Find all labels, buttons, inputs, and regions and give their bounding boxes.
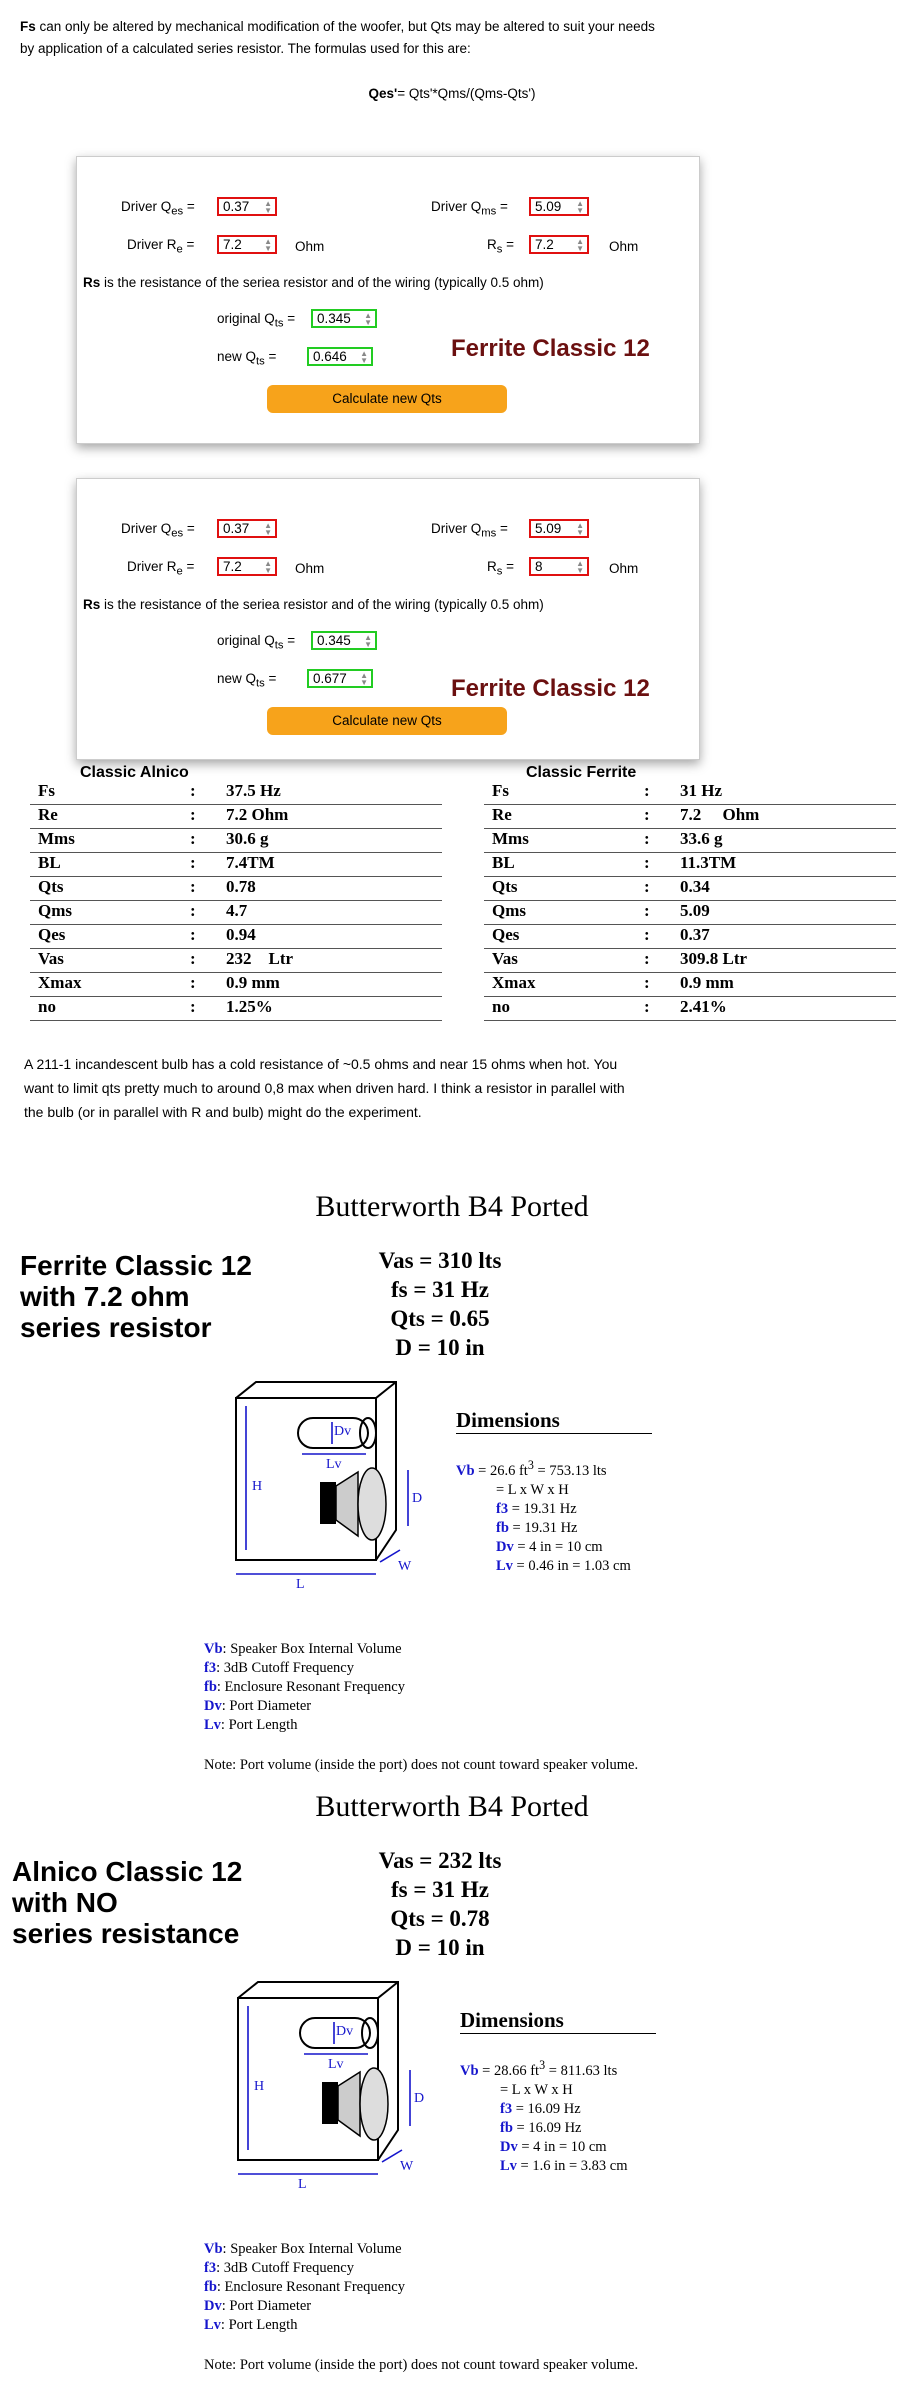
spec-value: 0.37 (680, 925, 710, 944)
rs-unit: Ohm (609, 239, 639, 254)
spec-row (30, 876, 442, 901)
alnico-spec-table (30, 780, 442, 1026)
spec-value: 0.9 mm (226, 973, 280, 992)
spec-colon: : (644, 949, 650, 968)
spec-colon: : (644, 925, 650, 944)
butterworth-title-1: Butterworth B4 Ported (315, 1190, 589, 1223)
bulb-note: A 211-1 incandescent bulb has a cold resistance of ~0.5 ohms and near 15 ohms when hot. You want to limit qts pretty much to around 0,8 max when driven hard. I think a resistor in parallel with the bulb (or in parallel with R and bulb) might do the experiment. (24, 1056, 625, 1120)
spec-value: 232 Ltr (226, 949, 294, 968)
spec-colon: : (190, 901, 196, 920)
w-label: W (398, 1559, 412, 1574)
spec-colon: : (644, 877, 650, 896)
port-note-2: Note: Port volume (inside the port) does not count toward speaker volume. (204, 2357, 639, 2373)
spec-value: 37.5 Hz (226, 781, 281, 800)
spec-row (30, 804, 442, 829)
spec-row (484, 996, 896, 1021)
original-qts-output: 0.345 ▲ ▼ (311, 309, 377, 328)
spec-colon: : (644, 973, 650, 992)
re-label: Driver $R_e$ = (127, 237, 195, 256)
spec-key: no (38, 997, 56, 1016)
spec-key: Mms (492, 829, 529, 848)
spec-row (484, 852, 896, 877)
spec-key: no (492, 997, 510, 1016)
alnico-table-title: Classic Alnico (80, 764, 189, 781)
spec-row (30, 852, 442, 877)
new-qts-label: new $Q_{ts}$ = (217, 349, 277, 368)
spec-row (484, 948, 896, 973)
bw1-params: Vas = 310 lts fs = 31 Hz Qts = 0.65 D = 10 in (378, 1248, 502, 1360)
spec-key: Vas (492, 949, 518, 968)
ported-box-diagram-2 (230, 1980, 430, 2190)
brand-label: Ferrite Classic 12 (451, 675, 650, 702)
rs-note: Rs is the resistance of the seriea resistor and of the wiring (typically 0.5 ohm) (83, 275, 544, 290)
spec-row (484, 924, 896, 949)
spec-key: Re (38, 805, 58, 824)
new-qts-output: 0.677 ▲ ▼ (307, 669, 373, 688)
spec-value: 33.6 g (680, 829, 723, 848)
re-input[interactable]: 7.2 ▲ ▼ (217, 557, 277, 576)
port-note-1: Note: Port volume (inside the port) does not count toward speaker volume. (204, 1757, 639, 1773)
h-label: H (254, 2079, 265, 2094)
spec-key: Qes (38, 925, 66, 944)
spec-colon: : (190, 973, 196, 992)
spec-row (30, 972, 442, 997)
spec-colon: : (190, 925, 196, 944)
dimensions-title-2: Dimensions (460, 2008, 656, 2034)
spec-value: 31 Hz (680, 781, 723, 800)
spec-colon: : (190, 853, 196, 872)
ferrite-heading: Ferrite Classic 12 with 7.2 ohm series resistor (20, 1250, 252, 1343)
spec-row (484, 900, 896, 925)
rs-unit: Ohm (609, 561, 639, 576)
spec-colon: : (190, 877, 196, 896)
spec-value: 0.34 (680, 877, 710, 896)
rs-label: $R_s$ = (487, 559, 515, 578)
spec-key: Qts (38, 877, 64, 896)
d-label: D (412, 1491, 423, 1506)
spec-value: 7.2 Ohm (680, 805, 760, 824)
rs-note: Rs is the resistance of the seriea resistor and of the wiring (typically 0.5 ohm) (83, 597, 544, 612)
butterworth-title-2: Butterworth B4 Ported (315, 1790, 589, 1823)
speaker-cone-icon (358, 1468, 386, 1540)
spec-key: Re (492, 805, 512, 824)
spec-row (484, 804, 896, 829)
spec-value: 11.3TM (680, 853, 737, 872)
spec-row (484, 876, 896, 901)
spec-colon: : (644, 997, 650, 1016)
rs-input[interactable]: 7.2 ▲ ▼ (529, 235, 589, 254)
re-input[interactable]: 7.2 ▲ ▼ (217, 235, 277, 254)
re-label: Driver $R_e$ = (127, 559, 195, 578)
spec-row (484, 828, 896, 853)
alnico-heading: Alnico Classic 12 with NO series resistance (12, 1856, 243, 1949)
intro-text: Fs can only be altered by mechanical modification of the woofer, but Qts may be altered to suit your needs by application of a calculated series resistor. The formulas used for this are: (20, 19, 655, 56)
spec-row (30, 900, 442, 925)
qms-input[interactable]: 5.09 ▲ ▼ (529, 519, 589, 538)
spec-key: Qms (38, 901, 72, 920)
spec-row (30, 924, 442, 949)
l-label: L (298, 2177, 307, 2190)
dimensions-title-1: Dimensions (456, 1408, 652, 1434)
ferrite-spec-table (484, 780, 896, 1026)
dv-label: Dv (336, 2024, 354, 2039)
qms-input[interactable]: 5.09 ▲ ▼ (529, 197, 589, 216)
calculate-button[interactable]: Calculate new Qts (267, 707, 507, 735)
new-qts-output: 0.646 ▲ ▼ (307, 347, 373, 366)
spec-colon: : (190, 781, 196, 800)
spec-colon: : (644, 901, 650, 920)
spec-value: 0.94 (226, 925, 256, 944)
qes-label: Driver $Q_{es}$ = (121, 521, 195, 540)
original-qts-output: 0.345 ▲ ▼ (311, 631, 377, 650)
w-label: W (400, 2159, 414, 2174)
d-label: D (414, 2091, 425, 2106)
spec-colon: : (644, 781, 650, 800)
legend-2: Vb: Speaker Box Internal Volume f3: 3dB Cutoff Frequency fb: Enclosure Resonant Frequency Dv: Port Diameter Lv: Port Length (204, 2241, 405, 2333)
lv-label: Lv (326, 1457, 342, 1472)
legend-1: Vb: Speaker Box Internal Volume f3: 3dB Cutoff Frequency fb: Enclosure Resonant Frequency Dv: Port Diameter Lv: Port Length (204, 1641, 405, 1733)
spec-key: Fs (492, 781, 509, 800)
formula: Qes'= Qts'*Qms/(Qms-Qts') (368, 86, 536, 101)
spec-row (484, 972, 896, 997)
dv-label: Dv (334, 1424, 352, 1439)
qes-input[interactable]: 0.37 ▲ ▼ (217, 519, 277, 538)
qms-label: Driver $Q_{ms}$ = (431, 199, 508, 218)
bw2-dimensions: Vb = 28.66 $ft^3 = 811.63$ lts = L x W x H f3 = 16.09 Hz fb = 16.09 Hz Dv = 4 in = 10 cm Lv = 1.6 in = 3.83 cm (460, 2058, 628, 2174)
l-label: L (296, 1577, 305, 1590)
brand-label: Ferrite Classic 12 (451, 335, 650, 362)
ferrite-table-title: Classic Ferrite (526, 764, 637, 781)
speaker-cone-icon (360, 2068, 388, 2140)
spec-colon: : (190, 997, 196, 1016)
lv-label: Lv (328, 2057, 344, 2072)
spec-value: 0.9 mm (680, 973, 734, 992)
bw1-dimensions: Vb = 26.6 $ft^3 = 753.13$ lts = L x W x H f3 = 19.31 Hz fb = 19.31 Hz Dv = 4 in = 10 cm Lv = 0.46 in = 1.03 cm (456, 1458, 631, 1574)
calculate-button[interactable]: Calculate new Qts (267, 385, 507, 413)
spec-value: 1.25% (226, 997, 273, 1016)
spec-key: Qes (492, 925, 520, 944)
calculator-panel-2 (76, 478, 700, 760)
ported-box-diagram-1 (228, 1380, 428, 1590)
rs-input[interactable]: 8 ▲ ▼ (529, 557, 589, 576)
qms-label: Driver $Q_{ms}$ = (431, 521, 508, 540)
calculator-panel-1 (76, 156, 700, 444)
spec-colon: : (644, 829, 650, 848)
new-qts-label: new $Q_{ts}$ = (217, 671, 277, 690)
spec-row (30, 996, 442, 1021)
spec-colon: : (644, 805, 650, 824)
re-unit: Ohm (295, 561, 325, 576)
spec-value: 5.09 (680, 901, 710, 920)
spec-value: 7.4TM (226, 853, 275, 872)
spec-key: BL (38, 853, 61, 872)
spec-value: 4.7 (226, 901, 248, 920)
spec-key: Xmax (38, 973, 82, 992)
spec-value: 0.78 (226, 877, 256, 896)
spec-colon: : (190, 949, 196, 968)
spec-row (30, 780, 442, 805)
original-qts-label: original $Q_{ts}$ = (217, 311, 296, 330)
spec-row (484, 780, 896, 805)
spec-key: Fs (38, 781, 55, 800)
spec-row (30, 828, 442, 853)
spec-colon: : (644, 853, 650, 872)
spec-row (30, 948, 442, 973)
spec-value: 309.8 Ltr (680, 949, 748, 968)
spec-colon: : (190, 829, 196, 848)
spec-value: 2.41% (680, 997, 727, 1016)
re-unit: Ohm (295, 239, 325, 254)
original-qts-label: original $Q_{ts}$ = (217, 633, 296, 652)
h-label: H (252, 1479, 263, 1494)
spec-key: Xmax (492, 973, 536, 992)
spec-key: BL (492, 853, 515, 872)
bw2-params: Vas = 232 lts fs = 31 Hz Qts = 0.78 D = 10 in (378, 1848, 502, 1960)
spec-key: Qts (492, 877, 518, 896)
rs-label: $R_s$ = (487, 237, 515, 256)
spec-colon: : (190, 805, 196, 824)
qes-label: Driver $Q_{es}$ = (121, 199, 195, 218)
qes-input[interactable]: 0.37 ▲ ▼ (217, 197, 277, 216)
spec-value: 30.6 g (226, 829, 269, 848)
spec-key: Qms (492, 901, 526, 920)
spec-value: 7.2 Ohm (226, 805, 289, 824)
spec-key: Mms (38, 829, 75, 848)
spec-key: Vas (38, 949, 64, 968)
